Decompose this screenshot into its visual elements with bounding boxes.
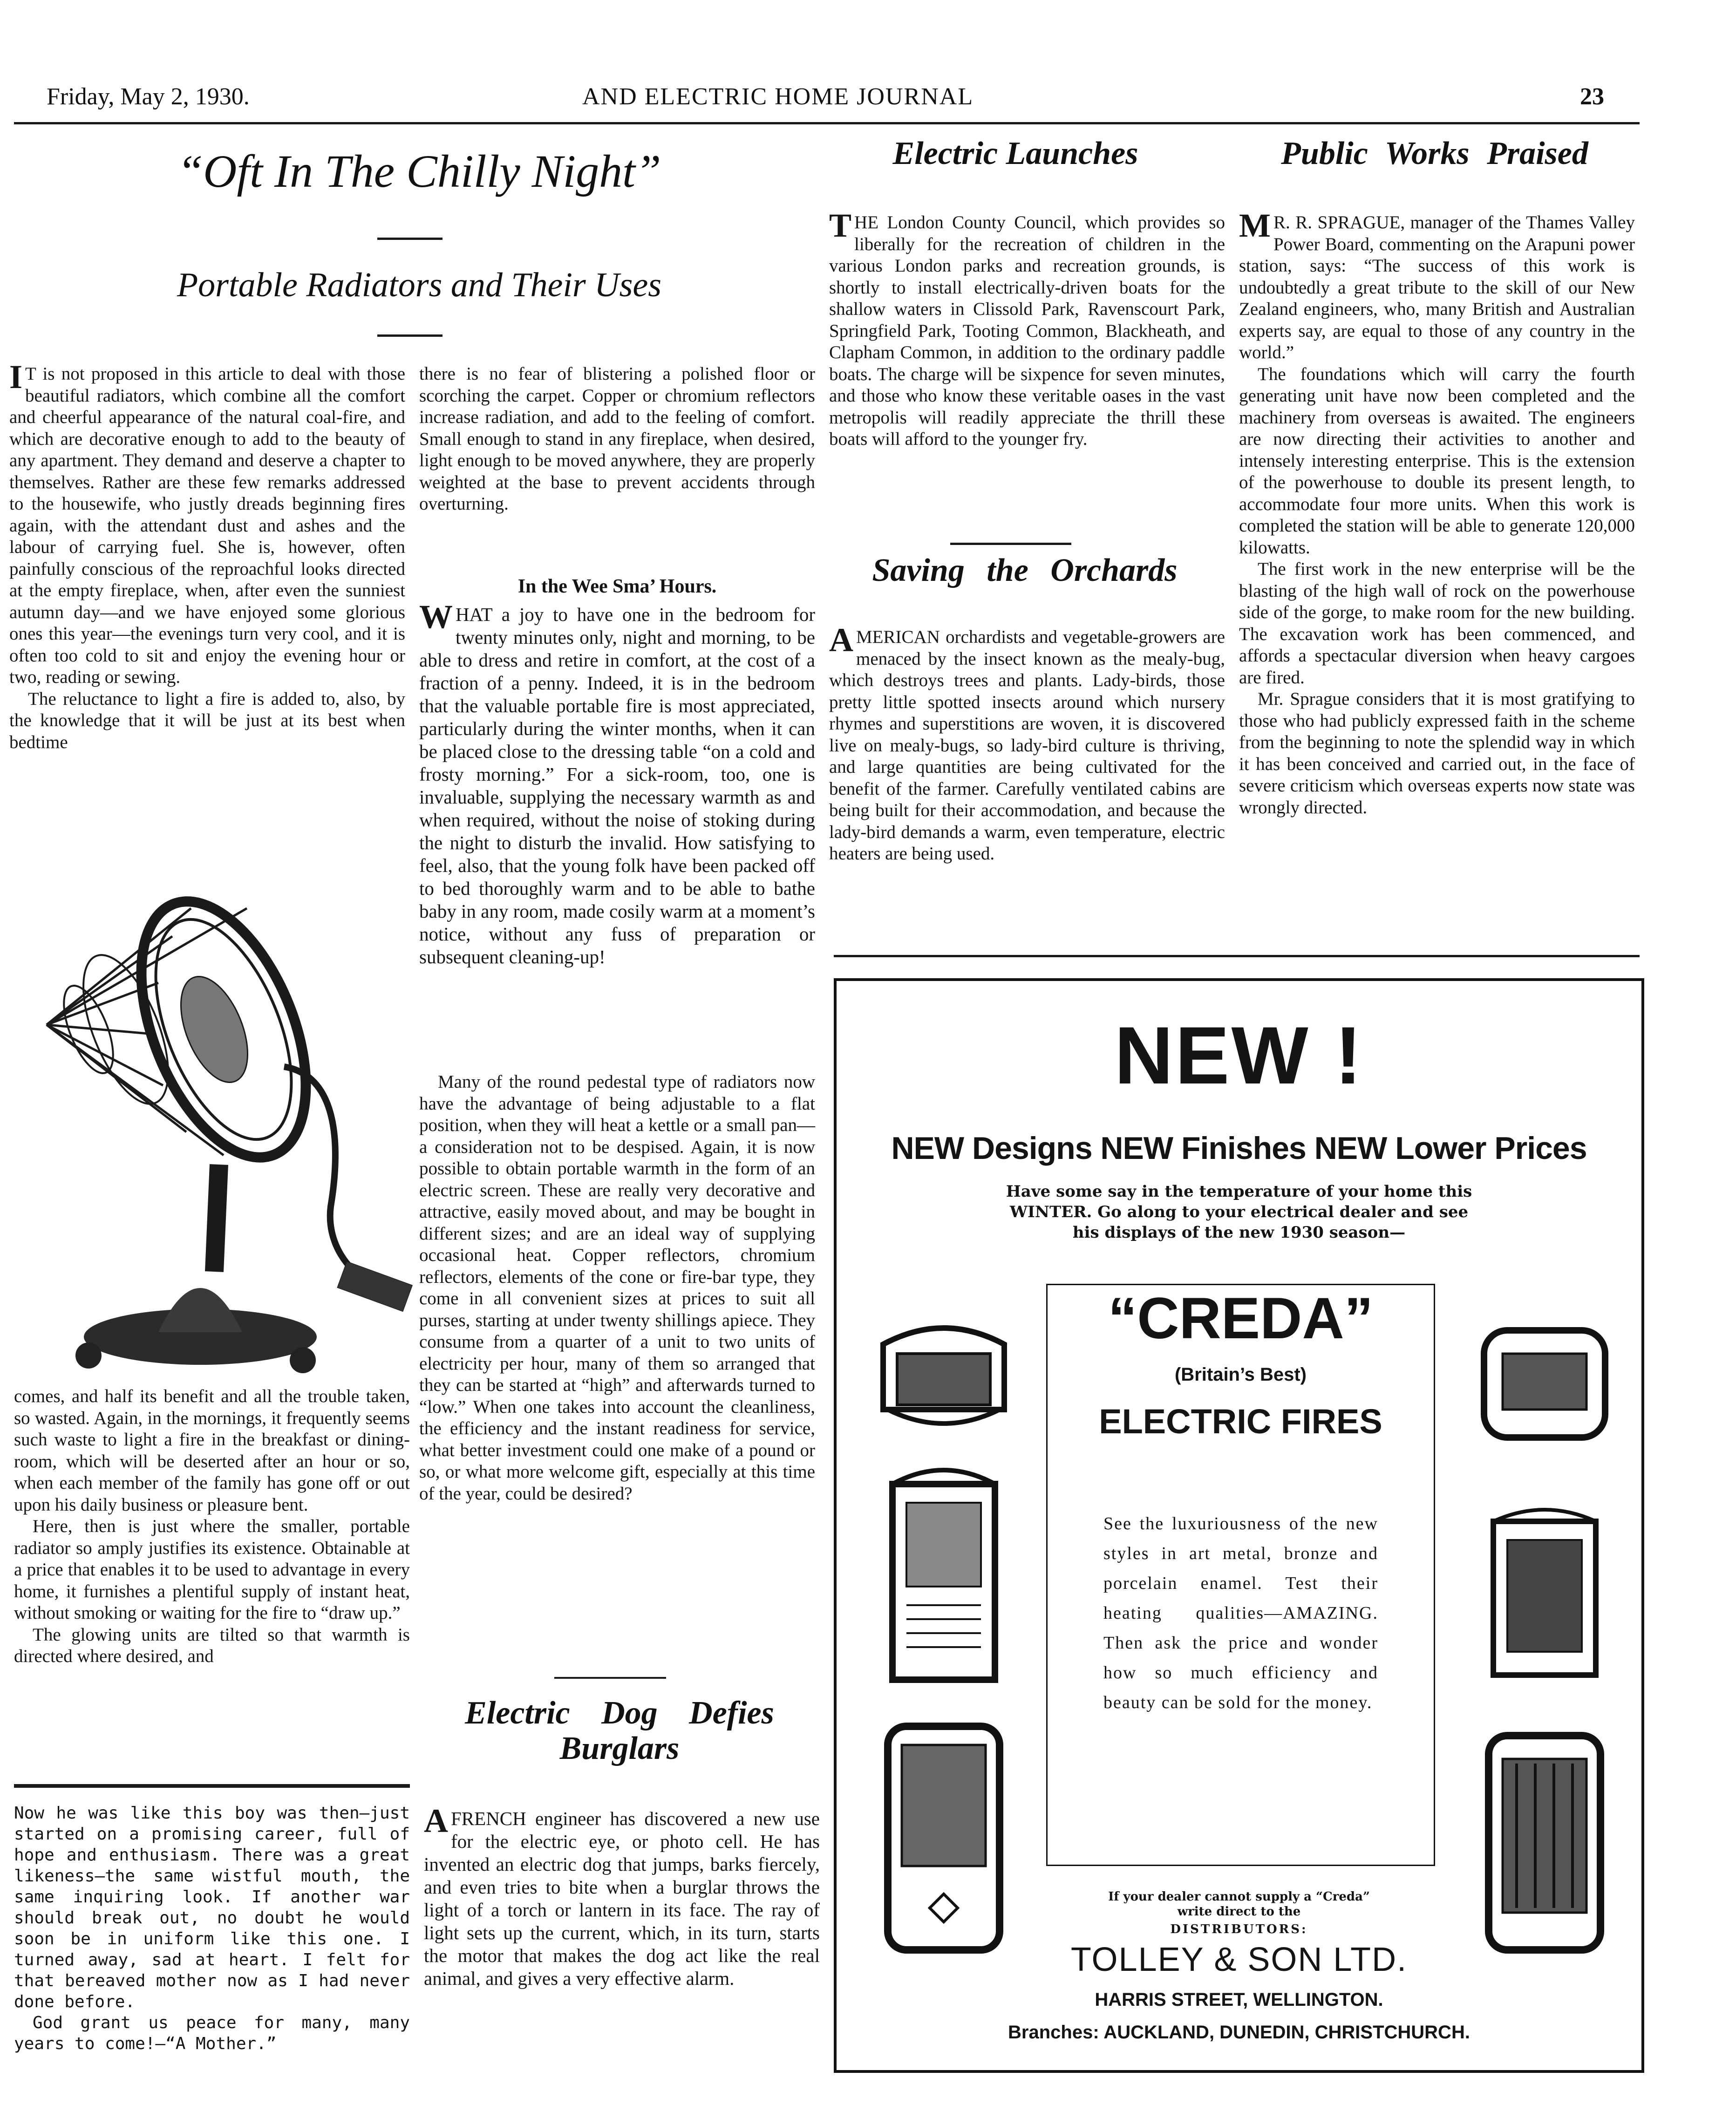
paragraph: HAT a joy to have one in the bedroom for twenty minutes only, night and morning, to be able to dress and retire in comfort, at the cost of a fraction of a penny. Indeed, it is in the bedroom that the valuable portable fire is most appreciated, particularly during the winter months, when it can be placed close to the dressing table “on a cold and frosty morning.” For a sick-room, too, one is invaluable, supplying the necessary warmth as and when required, without the noise of stoking during the night to disturb the invalid. How satisfying to feel, also, that the young folk have been packed off to bed thoroughly warm and to be able to bathe baby in any room, made cosily warm at a moment’s notice, without any fuss of preparation or subsequent cleaning-up! [419, 604, 815, 967]
brand-name: “CREDA” [1108, 1286, 1374, 1351]
article-subtitle-radiators: Portable Radiators and Their Uses [177, 266, 662, 304]
distributor-address: HARRIS STREET, WELLINGTON. [1095, 1989, 1383, 2010]
ad-tagline: NEW Designs NEW Finishes NEW Lower Prices [891, 1131, 1587, 1166]
letter-top-rule [14, 1784, 410, 1788]
advert-top-rule [834, 955, 1640, 957]
article-title-dog: Electric Dog Defies Burglars [465, 1695, 774, 1766]
ad-intro-line-3: his displays of the new 1930 season— [1072, 1223, 1406, 1242]
orchards-body [829, 621, 1225, 865]
article-title-radiators: “Oft In The Chilly Night” [177, 145, 661, 197]
dealer-note-2: write direct to the [1177, 1905, 1301, 1919]
subtitle-rule [377, 334, 443, 337]
product-description: See the luxuriousness of the new styles in art metal, bronze and porcelain enamel. Test their heating qualities—AMAZING. Then ask the price and wonder how so much efficiency and beauty can be sold for the money. [1103, 1514, 1378, 1712]
brand-subtitle: (Britain’s Best) [1174, 1364, 1307, 1385]
divider-rule [554, 1677, 666, 1679]
article-title-public-works: Public Works Praised [1281, 136, 1588, 171]
paragraph: The foundations which will carry the fourth generating unit have now been completed and the machinery from overseas is awaited. The engineers are now directing their activities to another and intensely interesting enterprise. This is the extension of the powerhouse to double its present length, to accommodate four more units. When this work is completed the station will be able to generate 120,000 kilowatts. [1239, 364, 1635, 558]
public-works-body [1239, 207, 1635, 818]
letter-text [14, 1803, 410, 2054]
article-title-orchards: Saving the Orchards [872, 552, 1178, 588]
radiators-column-2-lower [419, 598, 815, 968]
paragraph: comes, and half its benefit and all the trouble taken, so wasted. Again, in the mornings, it frequently seems such waste to light a fire in the breakfast or dining-room, which will be deserted after an hour or so, when each member of the family has gone off or out upon his daily business or pleasure bent. [14, 1386, 410, 1515]
paragraph: The first work in the new enterprise will be the blasting of the high wall of rock on the powerhouse side of the gorge, to make room for the new building. The excavation work has been commenced, and affords a spectacular diversion when heavy cargoes are fired. [1239, 559, 1635, 688]
masthead-rule [14, 122, 1640, 124]
dropcap: M [1239, 207, 1271, 244]
divider-rule [950, 543, 1071, 545]
paragraph: R. R. SPRAGUE, manager of the Thames Valley Power Board, commenting on the Arapuni power station, says: “The success of this work is undoubtedly a great tribute to the skill of our New Zealand engineers, who, many British and Australian experts say, are equal to those of any country in the world.” [1239, 212, 1635, 362]
dog-body [424, 1802, 820, 1990]
dropcap: I [9, 358, 23, 395]
masthead-journal-title: AND ELECTRIC HOME JOURNAL [582, 83, 974, 110]
paragraph: The glowing units are tilted so that warmth is directed where desired, and [14, 1624, 410, 1666]
paragraph: MERICAN orchardists and vegetable-growers are menaced by the insect known as the mealy-bug, which destroys trees and plants. Lady-birds, those pretty little spotted insects around which nursery rhymes and superstitions are woven, it is discovered live on mealy-bugs, so lady-bird culture is thriving, and large quantities are being cultivated for the benefit of the farmer. Carefully ventilated cabins are being built for their accommodation, and because the lady-bird demands a warm, even temperature, electric heaters are being used. [829, 627, 1225, 864]
paragraph: The reluctance to light a fire is added to, also, by the knowledge that it will be just at its best when bedtime [9, 688, 405, 752]
ad-headline: NEW ! [1114, 1010, 1364, 1101]
ad-inner-panel [1046, 1284, 1435, 1866]
paragraph: Now he was like this boy was then—just started on a promising career, full of hope and enthusiasm. There was a great likeness—the same wistful mouth, the same inquiring look. If another war should break out, no doubt he would soon be in uniform like this one. I turned away, sad at heart. I felt for that bereaved mother now as I had never done before. [14, 1804, 410, 2011]
title-rule [377, 238, 443, 240]
paragraph: HE London County Council, which provides so liberally for the recreation of children in the various London parks and recreation grounds, is shortly to install electrically-driven boats for the shallow waters in Clissold Park, Ravenscourt Park, Springfield Park, Tooting Common, Blackheath, and Clapham Common, in addition to the ordinary paddle boats. The charge will be sixpence for seven minutes, and those who know these veritable oases in the vast metropolis will readily appreciate the thrill these boats will afford to the younger fry. [829, 212, 1225, 449]
paragraph: Mr. Sprague considers that it is most gratifying to those who had publicly expressed faith in the scheme from the beginning to note the splendid way in which it has been conceived and carried out, in the face of severe criticism which overseas experts now state was wrongly directed. [1239, 689, 1635, 817]
launches-body [829, 207, 1225, 450]
paragraph: Here, then is just where the smaller, portable radiator so amply justifies its existence. Obtainable at a price that enables it to be used to advantage in every home, it furnishes a plentiful supply of instant heat, without smoking or waiting for the fire to “draw up.” [14, 1516, 410, 1623]
dropcap: W [419, 598, 453, 635]
radiators-column-1-top [9, 358, 405, 753]
ad-intro-line-2: WINTER. Go along to your electrical dealer and see [1009, 1203, 1469, 1221]
dropcap: T [829, 207, 852, 244]
product-name: ELECTRIC FIRES [1099, 1402, 1382, 1441]
radiators-column-2-end [419, 1071, 815, 1505]
radiator-illustration [5, 890, 419, 1388]
paragraph: there is no fear of blistering a polished floor or scorching the carpet. Copper or chromium reflectors increase radiation, and add to the feeling of comfort. Small enough to stand in any fireplace, when desired, light enough to be moved anywhere, they are properly weighted at the base to prevent accidents through overturning. [419, 364, 815, 514]
ad-intro-line-1: Have some say in the temperature of your home this [1006, 1182, 1472, 1201]
creda-advertisement [834, 978, 1644, 2073]
radiators-column-1-bottom [14, 1386, 410, 1668]
distributor-branches: Branches: AUCKLAND, DUNEDIN, CHRISTCHURCH. [1008, 2022, 1470, 2043]
article-title-launches: Electric Launches [892, 136, 1138, 171]
radiators-column-2 [419, 363, 815, 515]
paragraph: FRENCH engineer has discovered a new use for the electric eye, or photo cell. He has invented an electric dog that jumps, barks fiercely, and even tries to bite when a burglar throws the light of a torch or lantern in its face. The ray of light sets up the current, which, in its turn, starts the motor that makes the dog act like the real animal, and gives a very effective alarm. [424, 1808, 820, 1989]
paragraph: God grant us peace for many, many years to come!—“A Mother.” [14, 2013, 410, 2053]
dealer-note-1: If your dealer cannot supply a “Creda” [1108, 1890, 1370, 1904]
paragraph: Many of the round pedestal type of radiators now have the advantage of being adjustable to a flat position, when they will heat a kettle or a small pan—a consideration not to be despised. Again, it is now possible to obtain portable warmth in the form of an electric screen. These are really very decorative and attractive, easily moved about, and may be bought in different sizes; and are an ideal way of supplying occasional heat. Copper reflectors, chromium reflectors, elements of the cone or fire-bar type, they come in all convenient sizes at prices to suit all purses, starting at under twenty shillings apiece. They consume from a quarter of a unit to two units of electricity per hour, many of them so arranged that they can be started at “high” and afterwards turned to “low.” When one takes into account the cleanliness, the efficiency and the instant readiness for service, what better investment could one make of a pound or so, or what more welcome gift, especially at this time of the year, could be desired? [419, 1072, 815, 1504]
section-subhead: In the Wee Sma’ Hours. [517, 576, 717, 597]
dropcap: A [424, 1802, 448, 1839]
masthead-date: Friday, May 2, 1930. [47, 83, 250, 110]
distributor-name: TOLLEY & SON LTD. [1070, 1941, 1408, 1978]
heater-illustration-right [1475, 1316, 1614, 1959]
page-number: 23 [1580, 83, 1604, 110]
paragraph: T is not proposed in this article to deal with those beautiful radiators, which combine all the comfort and cheerful appearance of the natural coal-fire, and which are decorative enough to add to the beauty of any apartment. They demand and deserve a chapter to themselves. Rather are these few remarks addressed to the housewife, who justly dreads beginning fires again, with the attendant dust and ashes and the labour of carrying fuel. She is, however, often painfully conscious of the reproachful looks directed at the empty fireplace, when, after even the sunniest autumn day—and we have enjoyed some glorious ones this year—the evenings turn very cool, and it is often too cold to sit and enjoy the evening hour or two, reading or sewing. [9, 364, 405, 687]
dealer-note-3: DISTRIBUTORS: [1170, 1922, 1308, 1936]
heater-illustration-left [874, 1316, 1014, 1959]
dropcap: A [829, 621, 853, 659]
